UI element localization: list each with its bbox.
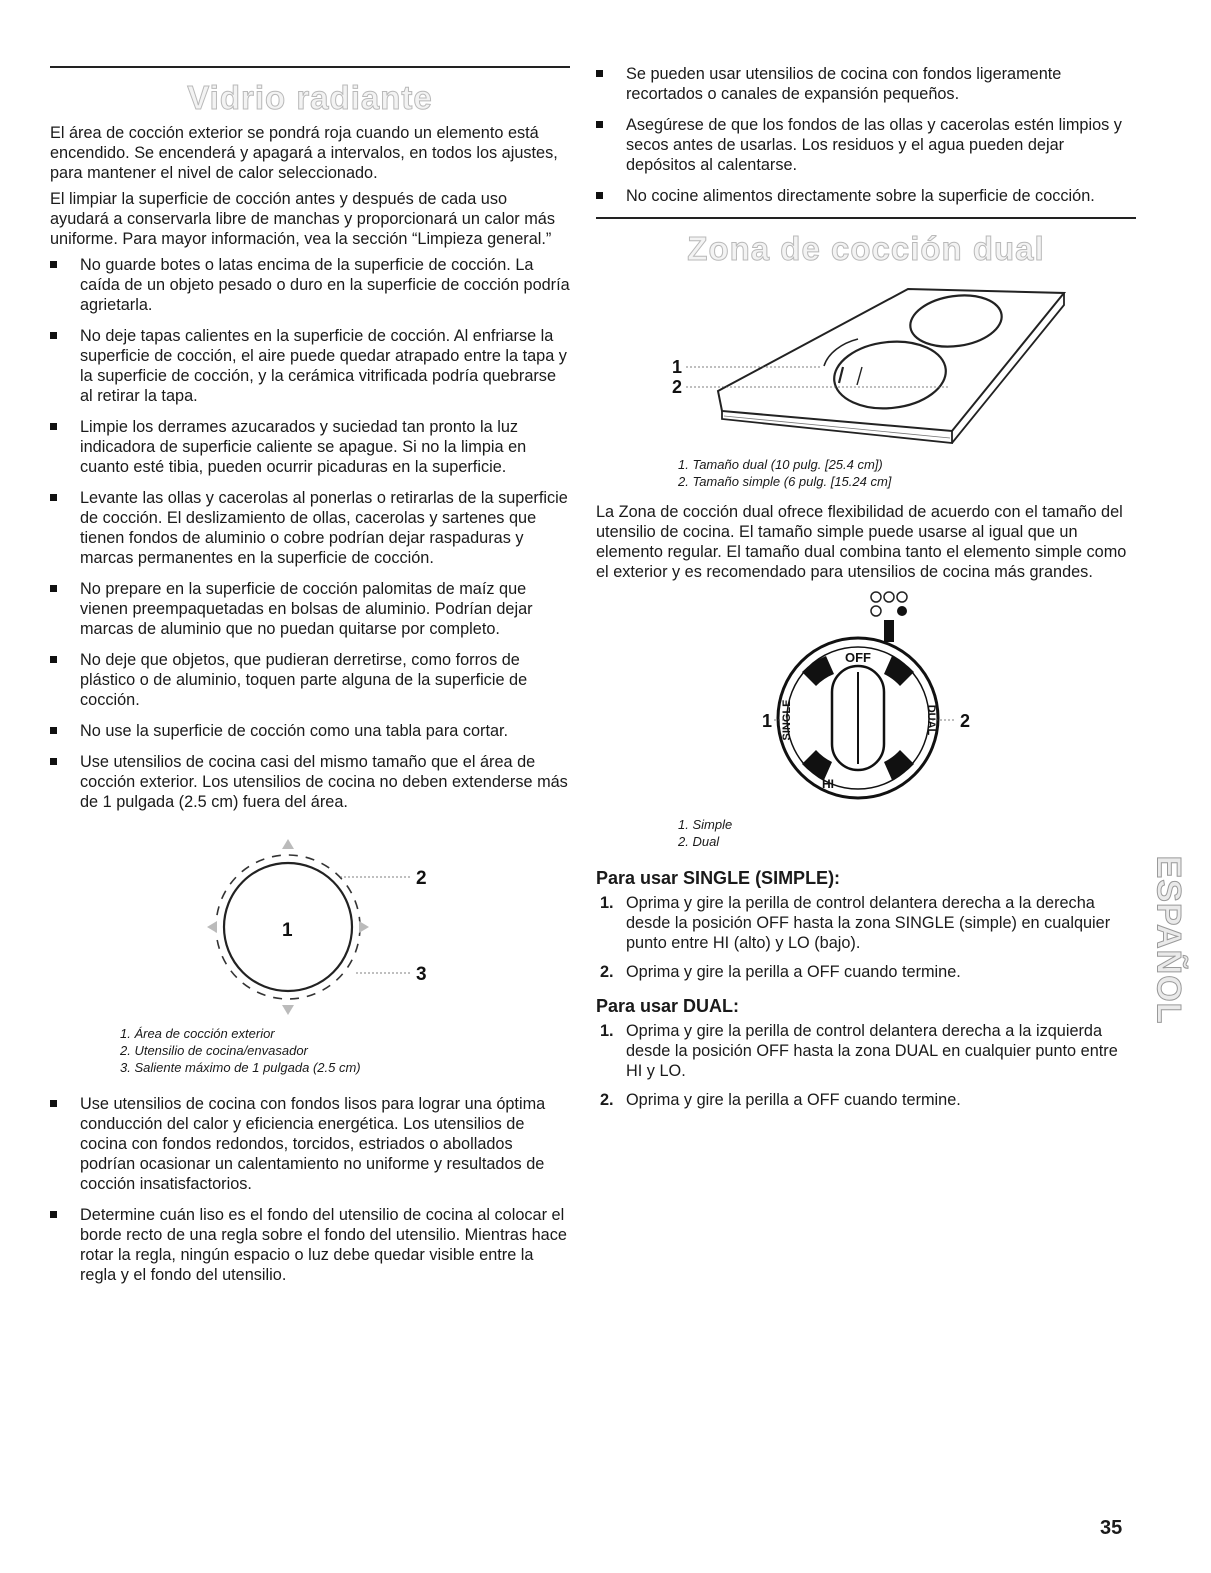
- language-label: ESPAÑOL: [1149, 855, 1188, 1025]
- list-item: [596, 1090, 1136, 1110]
- caption: 1. Tamaño dual (10 pulg. [25.4 cm]): [678, 457, 883, 472]
- section-rule: [50, 66, 570, 68]
- list-item: Limpie los derrames azucarados y suciedad tan pronto la luz indicadora de superficie caliente se apague. Si no la limpia en cuanto esté tibia, pueden ocurrir picaduras en la superficie.: [50, 417, 570, 477]
- bullet-list: [596, 64, 1136, 206]
- left-column: [50, 0, 570, 1296]
- list-item: No cocine alimentos directamente sobre la superficie de cocción.: [596, 186, 1136, 206]
- off-label: OFF: [845, 650, 871, 665]
- arrow-down-icon: [282, 1005, 294, 1015]
- caption: 3. Saliente máximo de 1 pulgada (2.5 cm): [120, 1060, 361, 1075]
- caption: 2. Utensilio de cocina/envasador: [120, 1043, 308, 1058]
- hi-label: HI: [822, 777, 834, 791]
- figure-captions: [678, 456, 1136, 490]
- single-label: SINGLE: [781, 699, 793, 741]
- section-title-zona-coccion-dual: Zona de cocción dual: [687, 230, 1045, 267]
- arrow-left-icon: [207, 921, 217, 933]
- caption: 1. Área de cocción exterior: [120, 1026, 275, 1041]
- list-item: Use utensilios de cocina casi del mismo tamaño que el área de cocción exterior. Los utensilios de cocina no deben extenderse más de 1 pulgada (2.5 cm) fuera del área.: [50, 752, 570, 812]
- dual-steps: [596, 1021, 1136, 1110]
- control-knob-diagram: [596, 588, 1136, 808]
- cooking-area-diagram: [50, 823, 570, 1023]
- list-item: Asegúrese de que los fondos de las ollas y cacerolas estén limpios y secos antes de usarlas. Los residuos y el agua pueden dejar depósitos al calentarse.: [596, 115, 1136, 175]
- section-title-vidrio-radiante: Vidrio radiante: [187, 79, 433, 116]
- language-side-tab: [1148, 815, 1188, 1065]
- callout-1: 1: [762, 711, 773, 731]
- caption: 2. Dual: [678, 834, 720, 849]
- step-number: 2.: [600, 1091, 614, 1109]
- list-item: Se pueden usar utensilios de cocina con fondos ligeramente recortados o canales de expansión pequeños.: [596, 64, 1136, 104]
- list-item: No use la superficie de cocción como una tabla para cortar.: [50, 721, 570, 741]
- step-text: Oprima y gire la perilla a OFF cuando termine.: [626, 1091, 961, 1109]
- list-item: No deje que objetos, que pudieran derretirse, como forros de plástico o de aluminio, toquen parte alguna de la superficie de cocción.: [50, 650, 570, 710]
- indicator-mark: [884, 620, 894, 642]
- caption: 1. Simple: [678, 817, 733, 832]
- list-item: No deje tapas calientes en la superficie de cocción. Al enfriarse la superficie de cocción, el aire puede quedar atrapado entre la tapa y la superficie de cocción, y la cerámica vitrificada podría quebrarse al retirar la tapa.: [50, 326, 570, 406]
- paragraph: El área de cocción exterior se pondrá roja cuando un elemento está encendido. Se encenderá y apagará a intervalos, en todos los ajustes, para mantener el nivel de calor seleccionado.: [50, 124, 558, 182]
- callout-2: 2: [416, 868, 427, 889]
- right-column: [596, 0, 1136, 1119]
- dual-heading: Para usar DUAL:: [596, 996, 740, 1016]
- list-item: [596, 962, 1136, 982]
- arrow-right-icon: [359, 921, 369, 933]
- list-item: Use utensilios de cocina con fondos lisos para lograr una óptima conducción del calor y eficiencia energética. Los utensilios de cocina con fondos redondos, torcidos, estriados o abollados podrían ocasionar un calentamiento no uniforme y resultados de cocción insatisfactorios.: [50, 1094, 570, 1194]
- paragraph: El limpiar la superficie de cocción antes y después de cada uso ayudará a conservarla libre de manchas y proporcionará un calor más uniforme. Para mayor información, vea la sección “Limpieza general.”: [50, 190, 555, 248]
- bullet-list: [50, 1094, 570, 1285]
- step-text: Oprima y gire la perilla a OFF cuando termine.: [626, 963, 961, 981]
- step-number: 1.: [600, 894, 614, 912]
- page-number: 35: [1100, 1517, 1123, 1539]
- burner-dual-outer: [831, 336, 949, 413]
- dual-label: DUAL: [925, 704, 937, 736]
- single-steps: [596, 893, 1136, 982]
- section-rule: [596, 217, 1136, 219]
- figure-captions: [678, 816, 1136, 850]
- step-number: 1.: [600, 1022, 614, 1040]
- callout-1: 1: [672, 357, 683, 377]
- bullet-list: [50, 255, 570, 812]
- list-item: No prepare en la superficie de cocción palomitas de maíz que vienen preempaquetadas en bolsas de aluminio. Podrían dejar marcas de aluminio que no puedan quitarse por completo.: [50, 579, 570, 639]
- list-item: Levante las ollas y cacerolas al ponerlas o retirarlas de la superficie de cocción. El deslizamiento de ollas, cacerolas y sartenes que tienen fondos de aluminio o cobre podrían dejar raspaduras y marcas permanentes en la superficie de cocción.: [50, 488, 570, 568]
- arrow-up-icon: [282, 839, 294, 849]
- list-item: Determine cuán liso es el fondo del utensilio de cocina al colocar el borde recto de una regla sobre el fondo del utensilio. Mientras hace rotar la regla, ningún espacio o luz debe quedar visible entre la regla y el fondo del utensilio.: [50, 1205, 570, 1285]
- dual-zone-cooktop-diagram: [596, 271, 1136, 456]
- burner-rear: [907, 290, 1005, 352]
- step-text: Oprima y gire la perilla de control delantera derecha a la izquierda desde la posición OFF hasta la zona DUAL en cualquier punto entre HI y LO.: [626, 1022, 1118, 1080]
- callout-3: 3: [416, 964, 427, 985]
- single-heading: Para usar SINGLE (SIMPLE):: [596, 868, 841, 888]
- callout-2: 2: [960, 711, 971, 731]
- paragraph: La Zona de cocción dual ofrece flexibilidad de acuerdo con el tamaño del utensilio de cocina. El tamaño simple puede usarse al igual que un elemento regular. El tamaño dual combina tanto el elemento simple como el exterior y es recomendado para utensilios de cocina más grandes.: [596, 503, 1127, 581]
- step-number: 2.: [600, 963, 614, 981]
- callout-2: 2: [672, 377, 683, 397]
- list-item: [596, 1021, 1136, 1081]
- figure-captions: [120, 1025, 570, 1076]
- callout-1: 1: [282, 920, 293, 941]
- dual-zone-indicator-icon: [871, 592, 907, 616]
- list-item: [596, 893, 1136, 953]
- caption: 2. Tamaño simple (6 pulg. [15.24 cm]: [678, 474, 892, 489]
- step-text: Oprima y gire la perilla de control delantera derecha a la derecha desde la posición OFF hasta la zona SINGLE (simple) en cualquier punto entre HI (alto) y LO (bajo).: [626, 894, 1111, 952]
- list-item: No guarde botes o latas encima de la superficie de cocción. La caída de un objeto pesado o duro en la superficie de cocción podría agrietarla.: [50, 255, 570, 315]
